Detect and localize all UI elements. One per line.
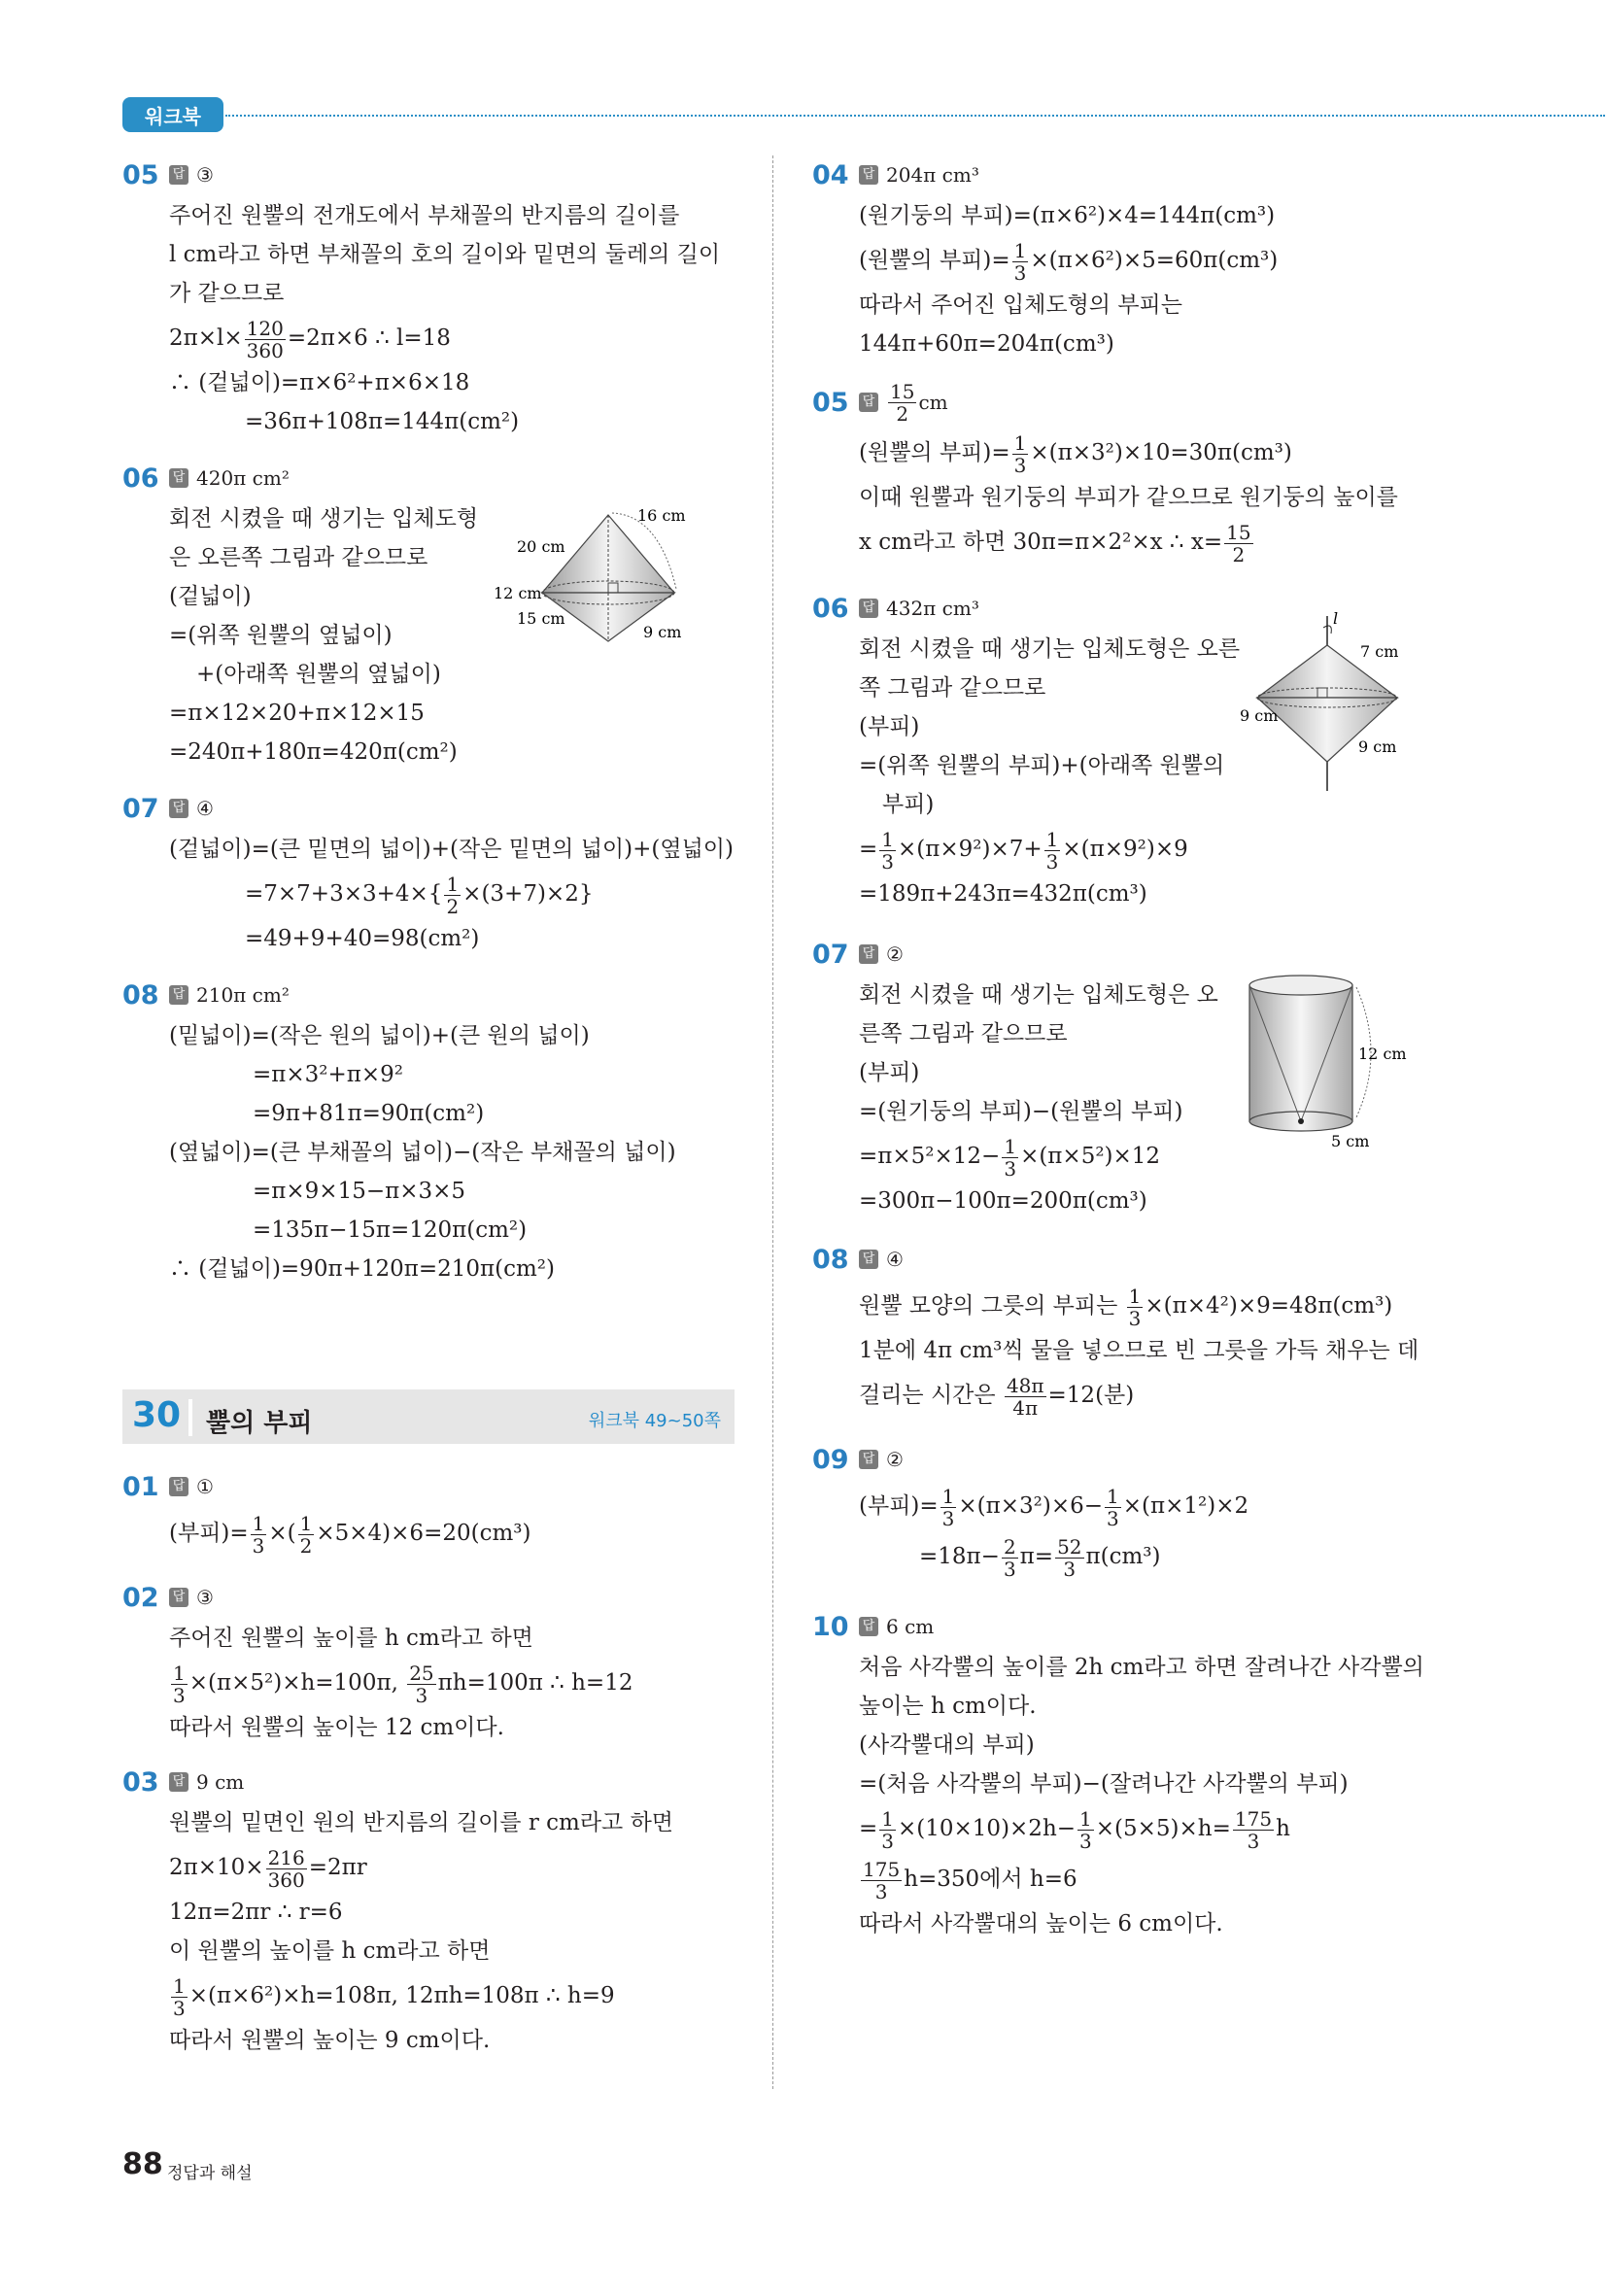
equation-line: (원기둥의 부피)=(π×6²)×4=144π(cm³) <box>859 203 1276 228</box>
text-line: l cm라고 하면 부채꼴의 호의 길이와 밑면의 둘레의 길이 <box>169 242 721 267</box>
problem-number: 05 <box>812 387 849 418</box>
answer: ② <box>886 942 904 966</box>
problem-06 <box>122 457 744 771</box>
text-line: 회전 시켰을 때 생기는 입체도형은 오 <box>859 982 1218 1008</box>
problem-number: 08 <box>122 979 159 1011</box>
equation-line: = $\frac{1}{3}$ ×(π×9²)×7+ $\frac{1}{3}$ ×(π×9²)×9 <box>859 827 1188 874</box>
label-15cm: 15 cm <box>517 609 565 628</box>
text-line: 이때 원뿔과 원기둥의 부피가 같으므로 원기둥의 높이를 <box>859 485 1398 510</box>
answer: ④ <box>886 1248 904 1271</box>
answer-marker: 답 <box>169 1772 188 1792</box>
fraction: $\frac{120}{360}$ <box>246 316 284 362</box>
answer-marker: 답 <box>169 1477 188 1496</box>
text-line: 1분에 4π cm³씩 물을 넣으므로 빈 그릇을 가득 채우는 데 <box>859 1338 1419 1363</box>
problem-30-01 <box>122 1465 744 1559</box>
equation-line: =π×9×15−π×3×5 <box>253 1179 466 1204</box>
label-16cm: 16 cm <box>637 506 686 525</box>
label-12cm: 12 cm <box>1358 1045 1407 1063</box>
text-line: 따라서 사각뿔대의 높이는 6 cm이다. <box>859 1911 1223 1936</box>
equation-line: +(아래쪽 원뿔의 옆넓이) <box>196 662 441 687</box>
equation-line: =(원기둥의 부피)−(원뿔의 부피) <box>859 1099 1183 1124</box>
equation-line: (겉넓이)=(큰 밑면의 넓이)+(작은 밑면의 넓이)+(옆넓이) <box>169 837 734 862</box>
problem-number: 07 <box>122 793 159 824</box>
double-cone-figure <box>494 496 727 670</box>
text-line: 따라서 원뿔의 높이는 9 cm이다. <box>169 2028 491 2053</box>
equation-line: = $\frac{1}{3}$ ×(10×10)×2h− $\frac{1}{3}$ ×(5×5)×h= $\frac{175}{3}$ h <box>859 1806 1290 1853</box>
equation-line: 원뿔 모양의 그릇의 부피는 $\frac{1}{3}$ ×(π×4²)×9=48π(cm³) <box>859 1284 1393 1330</box>
problem-07-right <box>812 933 1434 1220</box>
equation-line: (옆넓이)=(큰 부채꼴의 넓이)−(작은 부채꼴의 넓이) <box>169 1140 676 1165</box>
label-12cm: 12 cm <box>494 584 542 602</box>
answer-marker: 답 <box>169 165 188 185</box>
equation-line: 12π=2πr ∴ r=6 <box>169 1900 343 1925</box>
equation-line: =49+9+40=98(cm²) <box>245 926 480 951</box>
answer-marker: 답 <box>859 393 878 412</box>
text-line: 주어진 원뿔의 높이를 h cm라고 하면 <box>169 1626 533 1651</box>
problem-number: 03 <box>122 1766 159 1798</box>
problem-08 <box>122 974 744 1288</box>
problem-06-right <box>812 587 1434 913</box>
problem-05-right: 05 답 $\frac{15}{2}$ cm (원뿔의 부피)= $\frac{1}{3}$ ×(π×3²)×10=30π(cm³) 이때 원뿔과 원기둥의 부피가 같으므로 원기둥의 높이를 x cm라고 하면 30π=π×2²×x ∴ x= $\frac{15}{2}$ <box>812 377 1434 567</box>
equation-line: $\frac{175}{3}$ h=350에서 h=6 <box>863 1857 1077 1903</box>
answer: 6 cm <box>886 1615 935 1638</box>
problem-30-03 <box>122 1761 744 2060</box>
text-line: (사각뿔대의 부피) <box>859 1732 1035 1758</box>
equation-line: =(위쪽 원뿔의 부피)+(아래쪽 원뿔의 <box>859 753 1225 778</box>
cylinder-cone-figure <box>1240 972 1415 1156</box>
equation-line: (원뿔의 부피)= $\frac{1}{3}$ ×(π×6²)×5=60π(cm³) <box>859 238 1279 285</box>
answer-marker: 답 <box>859 944 878 964</box>
equation-line: $\frac{1}{3}$ ×(π×5²)×h=100π, $\frac{25}{3}$ πh=100π ∴ h=12 <box>173 1661 633 1707</box>
answer: ③ <box>196 1586 214 1609</box>
equation-line: =π×5²×12− $\frac{1}{3}$ ×(π×5²)×12 <box>859 1134 1161 1181</box>
answer: 432π cm³ <box>886 597 979 620</box>
label-9cm-height: 9 cm <box>1358 737 1397 756</box>
equation-line: $\frac{1}{3}$ ×(π×6²)×h=108π, 12πh=108π ∴ h=9 <box>173 1973 615 2020</box>
equation-line: =189π+243π=432π(cm³) <box>859 881 1147 907</box>
text-line: (부피) <box>859 714 920 739</box>
equation-line: 부피) <box>882 792 935 817</box>
equation-line: =18π− $\frac{2}{3}$ π= $\frac{52}{3}$ π(cm³) <box>919 1534 1161 1581</box>
text-line: 따라서 원뿔의 높이는 12 cm이다. <box>169 1715 504 1740</box>
answer: $\frac{15}{2}$ <box>890 379 915 426</box>
text-line: 주어진 원뿔의 전개도에서 부채꼴의 반지름의 길이를 <box>169 203 680 228</box>
problem-08-right <box>812 1238 1434 1421</box>
fraction: $\frac{1}{2}$ <box>446 872 460 918</box>
label-5cm: 5 cm <box>1331 1132 1370 1150</box>
equation-line: 2π×l× $\frac{120}{360}$ =2π×6 ∴ l=18 <box>169 316 451 362</box>
problem-09-right <box>812 1438 1434 1582</box>
equation-line: =135π−15π=120π(cm²) <box>253 1217 528 1243</box>
text-line: 따라서 주어진 입체도형의 부피는 <box>859 292 1182 318</box>
answer: ③ <box>196 163 214 187</box>
equation-line: =π×12×20+π×12×15 <box>169 701 425 726</box>
answer: 204π cm³ <box>886 163 979 187</box>
left-column <box>122 154 744 1288</box>
problem-number: 10 <box>812 1611 849 1642</box>
equation-line: =7×7+3×3+4×{ $\frac{1}{2}$ ×(3+7)×2} <box>245 872 594 918</box>
answer-marker: 답 <box>859 165 878 185</box>
equation-line: (원뿔의 부피)= $\frac{1}{3}$ ×(π×3²)×10=30π(cm³) <box>859 430 1292 477</box>
equation-line: 걸리는 시간은 $\frac{48\pi}{4\pi}$ =12(분) <box>859 1373 1135 1420</box>
problem-10-right <box>812 1605 1434 1943</box>
text-line: (겉넓이) <box>169 584 252 609</box>
right-column <box>812 154 1434 1943</box>
answer: 9 cm <box>196 1770 245 1794</box>
answer-marker: 답 <box>859 1617 878 1636</box>
answer: 210π cm² <box>196 983 290 1007</box>
text-line: 회전 시켰을 때 생기는 입체도형은 오른 <box>859 636 1241 662</box>
text-line: (부피) <box>859 1060 920 1085</box>
workbook-tag: 워크북 <box>122 97 223 132</box>
equation-line: =240π+180π=420π(cm²) <box>169 739 458 765</box>
answer: ① <box>196 1475 214 1498</box>
problem-number: 08 <box>812 1244 849 1275</box>
answer-marker: 답 <box>859 1250 878 1269</box>
text-line: 가 같으므로 <box>169 281 285 306</box>
problem-number: 06 <box>812 593 849 624</box>
equation-line: ∴ (겉넓이)=90π+120π=210π(cm²) <box>169 1256 555 1282</box>
section-title: 뿔의 부피 <box>206 1409 313 1438</box>
answer: 420π cm² <box>196 466 290 490</box>
text-line: 높이는 h cm이다. <box>859 1694 1037 1719</box>
problem-04 <box>812 154 1434 363</box>
answer-marker: 답 <box>169 468 188 488</box>
equation-line: 144π+60π=204π(cm³) <box>859 331 1114 357</box>
column-divider <box>772 155 773 2089</box>
equation-line: =300π−100π=200π(cm³) <box>859 1188 1147 1214</box>
equation-line: =36π+108π=144π(cm²) <box>245 409 520 434</box>
label-9cm: 9 cm <box>643 623 682 641</box>
text-line: 이 원뿔의 높이를 h cm라고 하면 <box>169 1938 491 1964</box>
answer-marker: 답 <box>859 599 878 618</box>
problem-07 <box>122 787 744 958</box>
page-number: 88 <box>122 2147 163 2181</box>
answer-marker: 답 <box>169 1588 188 1607</box>
section-header <box>122 1389 735 1444</box>
problem-number: 02 <box>122 1582 159 1613</box>
problem-30-02 <box>122 1576 744 1747</box>
header-dotted-rule <box>225 115 1605 117</box>
text-line: 쪽 그림과 같으므로 <box>859 675 1046 701</box>
equation-line: =9π+81π=90π(cm²) <box>253 1101 485 1126</box>
problem-number: 05 <box>122 159 159 190</box>
equation-line: (부피)= $\frac{1}{3}$ ×(π×3²)×6− $\frac{1}{3}$ ×(π×1²)×2 <box>859 1484 1249 1530</box>
equation-line: 2π×10× $\frac{216}{360}$ =2πr <box>169 1845 367 1892</box>
answer: ② <box>886 1448 904 1471</box>
equation-line: =(처음 사각뿔의 부피)−(잘려나간 사각뿔의 부피) <box>859 1771 1349 1797</box>
equation-line: (밑넓이)=(작은 원의 넓이)+(큰 원의 넓이) <box>169 1023 590 1048</box>
label-9cm-radius: 9 cm <box>1240 706 1279 725</box>
problem-number: 01 <box>122 1471 159 1502</box>
text-line: 처음 사각뿔의 높이를 2h cm라고 하면 잘려나간 사각뿔의 <box>859 1655 1424 1680</box>
label-20cm: 20 cm <box>517 537 565 556</box>
answer: ④ <box>196 797 214 820</box>
footer-label: 정답과 해설 <box>167 2164 253 2183</box>
text-line: 은 오른쪽 그림과 같으므로 <box>169 545 428 570</box>
equation-line: (부피)= $\frac{1}{3}$ ×( $\frac{1}{2}$ ×5×4)×6=20(cm³) <box>169 1511 531 1558</box>
left-column-lower <box>122 1465 744 2060</box>
problem-number: 07 <box>812 939 849 970</box>
section-number: 30 <box>132 1395 182 1435</box>
problem-number: 09 <box>812 1444 849 1475</box>
label-7cm: 7 cm <box>1360 642 1399 661</box>
answer-marker: 답 <box>169 799 188 818</box>
equation-line: =(위쪽 원뿔의 옆넓이) <box>169 623 393 648</box>
axis-label: l <box>1333 609 1339 628</box>
double-cone-axis-figure <box>1240 606 1434 801</box>
section-ref: 워크북 49~50쪽 <box>588 1411 721 1431</box>
section-divider <box>188 1399 192 1436</box>
answer-marker: 답 <box>169 985 188 1005</box>
equation-line: ∴ (겉넓이)=π×6²+π×6×18 <box>169 370 470 395</box>
text-line: 른쪽 그림과 같으므로 <box>859 1021 1068 1046</box>
equation-line: =π×3²+π×9² <box>253 1062 404 1087</box>
problem-05 <box>122 154 744 441</box>
text-line: 원뿔의 밑면인 원의 반지름의 길이를 r cm라고 하면 <box>169 1810 674 1835</box>
equation-line: x cm라고 하면 30π=π×2²×x ∴ x= $\frac{15}{2}$ <box>859 520 1251 566</box>
answer-marker: 답 <box>859 1450 878 1469</box>
problem-number: 04 <box>812 159 849 190</box>
text-line: 회전 시켰을 때 생기는 입체도형 <box>169 506 479 531</box>
problem-number: 06 <box>122 463 159 494</box>
